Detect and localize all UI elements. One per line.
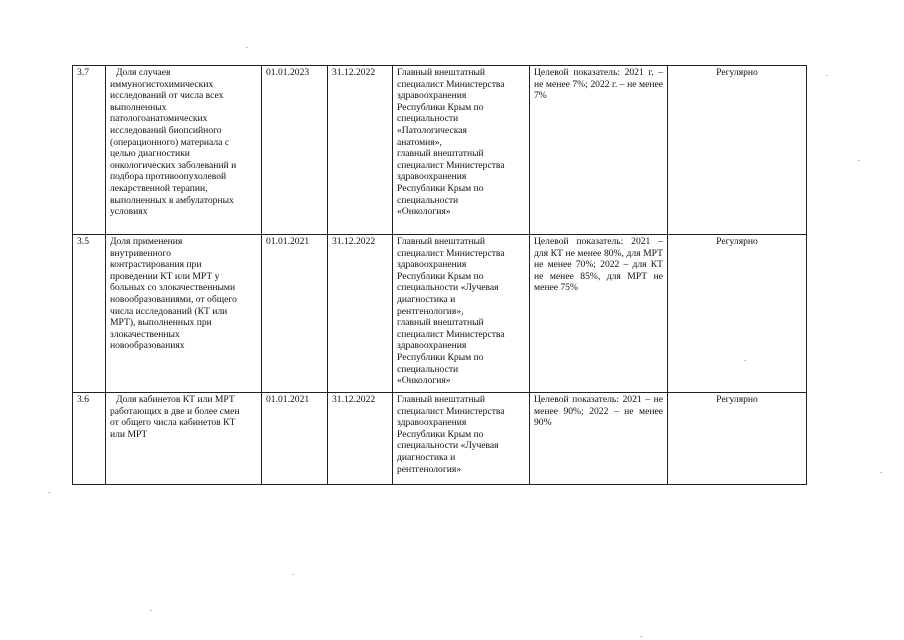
target-indicator: Целевой показатель: 2021 – для КТ не менее 80%, для МРТ не менее 70%; 2022 – для КТ не менее 85%, для МРТ не менее 75% — [530, 235, 668, 393]
responsible-lines: Главный внештатный специалист Министерства здравоохранения Республики Крым по специальности «Патологическая анатомия», главный внештатный специалист Министерства здравоохранения Республики Крым по специальности «Онкология» — [397, 67, 505, 218]
scan-speck — [292, 574, 294, 575]
measures-table — [72, 65, 807, 485]
responsible-person — [393, 66, 530, 235]
end-date: 31.12.2022 — [328, 393, 393, 485]
indicator-description — [106, 393, 262, 485]
target-indicator: Целевой показатель: 2021 – не менее 90%; 2022 – не менее 90% — [530, 393, 668, 485]
row-number: 3.6 — [73, 393, 106, 485]
indicator-lines: Доля случаев иммуногистохимических исследований от числа всех выполненных патологоанатомических исследований биопсийного (операционного) материала с целью диагностики онкологических заболеваний и подбора противоопухолевой лекарственной терапии, выполненных в амбулаторных условиях — [110, 67, 237, 218]
scan-speck — [744, 360, 746, 361]
table-row — [73, 66, 807, 235]
responsible-person — [393, 235, 530, 393]
frequency: Регулярно — [668, 393, 807, 485]
responsible-lines: Главный внештатный специалист Министерства здравоохранения Республики Крым по специальности «Лучевая диагностика и рентгенология», главный внештатный специалист Министерства здравоохранения Республики Крым по специальности «Онкология» — [397, 236, 505, 387]
scan-speck — [246, 47, 248, 48]
row-number: 3.5 — [73, 235, 106, 393]
target-indicator: Целевой показатель: 2021 г. – не менее 7%; 2022 г. – не менее 7% — [530, 66, 668, 235]
scan-speck — [48, 492, 50, 493]
scan-speck — [880, 472, 882, 473]
table-row — [73, 393, 807, 485]
start-date: 01.01.2021 — [262, 235, 328, 393]
scan-speck — [640, 636, 642, 637]
start-date: 01.01.2021 — [262, 393, 328, 485]
start-date: 01.01.2023 — [262, 66, 328, 235]
scan-speck — [826, 75, 828, 76]
end-date: 31.12.2022 — [328, 235, 393, 393]
frequency: Регулярно — [668, 235, 807, 393]
indicator-description — [106, 66, 262, 235]
responsible-person — [393, 393, 530, 485]
responsible-lines: Главный внештатный специалист Министерства здравоохранения Республики Крым по специальности «Лучевая диагностика и рентгенология» — [397, 394, 505, 475]
scan-speck — [858, 160, 860, 161]
table-row — [73, 235, 807, 393]
indicator-description — [106, 235, 262, 393]
scan-speck — [150, 610, 152, 611]
indicator-lines: Доля кабинетов КТ или МРТ работающих в две и более смен от общего числа кабинетов КТ или МРТ — [110, 394, 240, 440]
end-date: 31.12.2022 — [328, 66, 393, 235]
row-number: 3.7 — [73, 66, 106, 235]
frequency: Регулярно — [668, 66, 807, 235]
indicator-lines: Доля применения внутривенного контрастирования при проведении КТ или МРТ у больных со злокачественными новообразованиями, от общего числа исследований (КТ или МРТ), выполненных при злокачественных новообразованиях — [110, 236, 237, 352]
